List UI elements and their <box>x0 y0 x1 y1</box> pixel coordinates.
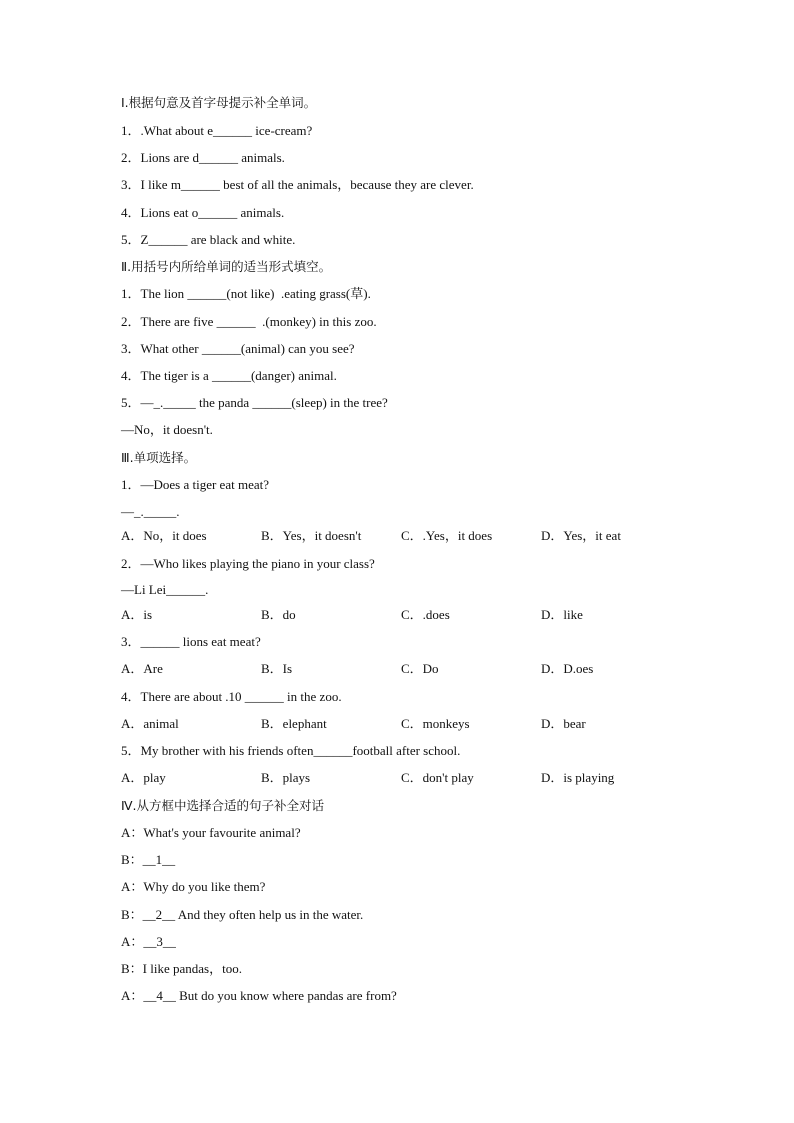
s2-item-5: 5．—_._____ the panda ______(sleep) in the tree? <box>121 395 388 410</box>
s3-q5-option-a: A．play <box>121 770 166 785</box>
s2-item-5-answer: —No，it doesn't. <box>121 422 213 437</box>
s2-item-1: 1．The lion ______(not like) .eating grass(草). <box>121 286 371 301</box>
s3-q3-option-b: B．Is <box>261 661 293 676</box>
dialogue-line-1: A：What's your favourite animal? <box>121 825 301 840</box>
s2-item-3: 3．What other ______(animal) can you see? <box>121 341 355 356</box>
s3-q2-option-b: B．do <box>261 607 296 622</box>
s3-q4-option-b: B．elephant <box>261 716 327 731</box>
s1-item-4: 4．Lions eat o______ animals. <box>121 205 285 220</box>
s3-q2-option-d: D．like <box>541 607 583 622</box>
s3-q5-option-c: C．don't play <box>401 770 474 785</box>
section-1-heading: Ⅰ.根据句意及首字母提示补全单词。 <box>121 95 317 110</box>
s3-q5-option-b: B．plays <box>261 770 311 785</box>
s3-q3-options <box>121 661 681 677</box>
section-4-heading: Ⅳ.从方框中选择合适的句子补全对话 <box>121 798 325 813</box>
s3-q4-option-d: D．bear <box>541 716 586 731</box>
s3-q1-option-d: D．Yes，it eat <box>541 528 621 543</box>
s3-q2-stem: 2．—Who likes playing the piano in your class? <box>121 556 375 571</box>
s3-q3-option-a: A．Are <box>121 661 163 676</box>
s1-item-2: 2．Lions are d______ animals. <box>121 150 285 165</box>
s3-q1-option-c: C．.Yes，it does <box>401 528 493 543</box>
dialogue-line-3: A：Why do you like them? <box>121 879 266 894</box>
s3-q4-option-a: A．animal <box>121 716 179 731</box>
dialogue-line-6: B：I like pandas，too. <box>121 961 242 976</box>
s3-q1-option-a: A．No，it does <box>121 528 207 543</box>
section-2-heading: Ⅱ.用括号内所给单词的适当形式填空。 <box>121 259 332 274</box>
dialogue-line-7: A：__4__ But do you know where pandas are from? <box>121 988 397 1003</box>
s3-q4-option-c: C．monkeys <box>401 716 470 731</box>
s2-item-4: 4．The tiger is a ______(danger) animal. <box>121 368 337 383</box>
dialogue-line-4: B：__2__ And they often help us in the water. <box>121 907 364 922</box>
s3-q2-option-a: A．is <box>121 607 153 622</box>
s3-q4-options <box>121 716 681 732</box>
s3-q3-stem: 3．______ lions eat meat? <box>121 634 261 649</box>
s3-q2-option-c: C．.does <box>401 607 450 622</box>
s3-q5-stem: 5．My brother with his friends often______football after school. <box>121 743 461 758</box>
s3-q4-stem: 4．There are about .10 ______ in the zoo. <box>121 689 342 704</box>
s3-q3-option-c: C．Do <box>401 661 439 676</box>
s3-q1-option-b: B．Yes，it doesn't <box>261 528 362 543</box>
s3-q1-options <box>121 528 681 544</box>
section-3-heading: Ⅲ.单项选择。 <box>121 450 197 465</box>
s1-item-3: 3．I like m______ best of all the animals，because they are clever. <box>121 177 474 192</box>
s3-q5-option-d: D．is playing <box>541 770 615 785</box>
s3-q5-options <box>121 770 681 786</box>
s1-item-1: 1．.What about e______ ice-cream? <box>121 123 313 138</box>
dialogue-line-5: A：__3__ <box>121 934 176 949</box>
s3-q1-stem: 1．—Does a tiger eat meat? <box>121 477 269 492</box>
dialogue-line-2: B：__1__ <box>121 852 176 867</box>
s3-q3-option-d: D．D.oes <box>541 661 594 676</box>
s3-q2-options <box>121 607 681 623</box>
s2-item-2: 2．There are five ______ .(monkey) in this zoo. <box>121 314 377 329</box>
s1-item-5: 5．Z______ are black and white. <box>121 232 296 247</box>
s3-q1-reply: —_._____. <box>121 504 180 519</box>
s3-q2-reply: —Li Lei______. <box>121 582 209 597</box>
